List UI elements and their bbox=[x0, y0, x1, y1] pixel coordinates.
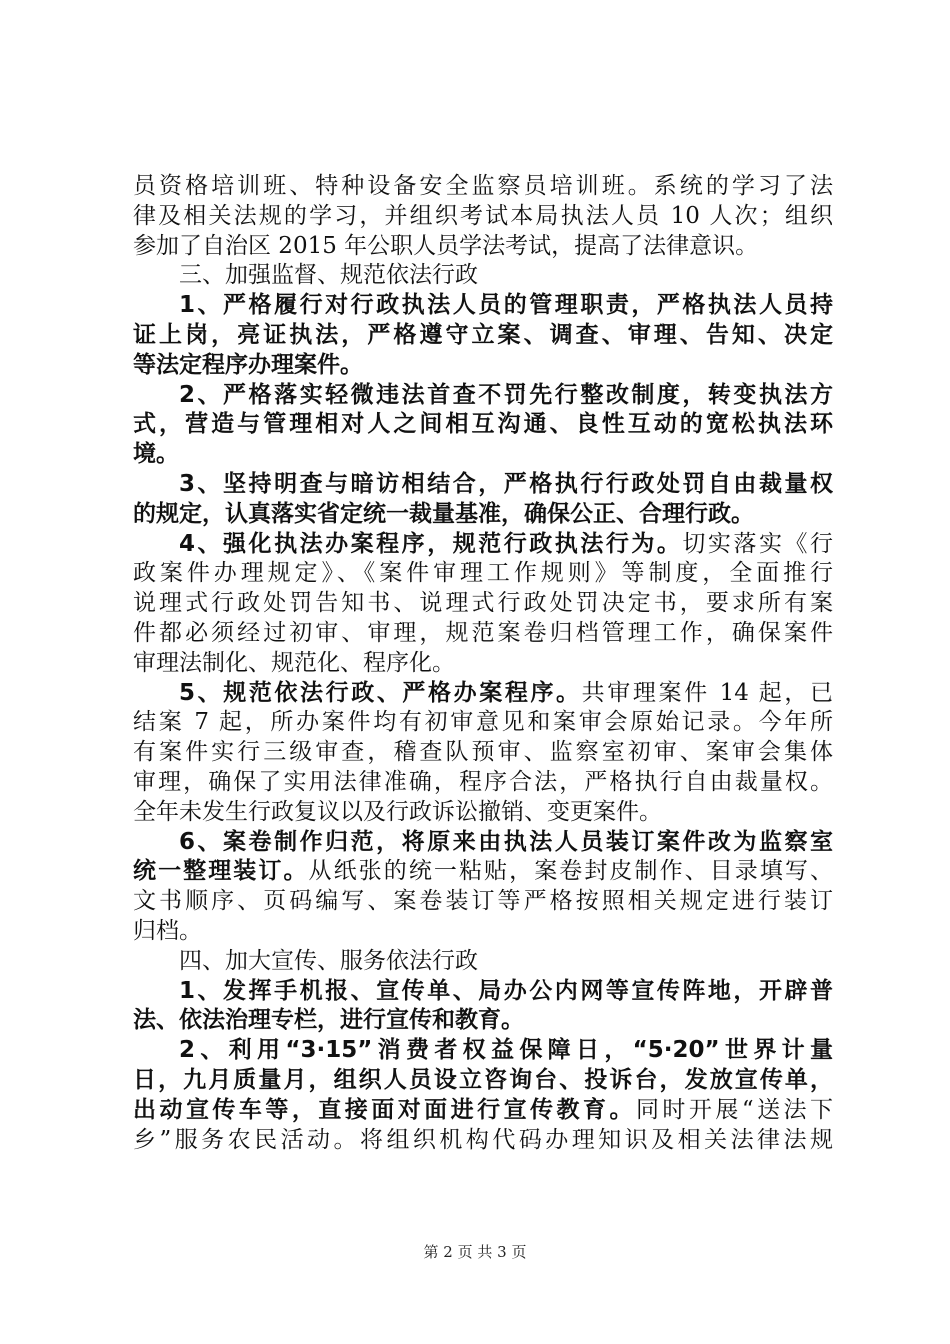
text-line bbox=[133, 232, 833, 262]
text-line bbox=[133, 321, 833, 351]
text-segment: 式，营造与管理相对人之间相互沟通、良性互动的宽松执法环 bbox=[133, 411, 833, 438]
text-line bbox=[133, 1066, 833, 1096]
text-segment: 3、坚持明查与暗访相结合，严格执行行政处罚自由裁量权 bbox=[179, 470, 833, 497]
text-line bbox=[133, 738, 833, 768]
text-segment: 1、严格履行对行政执法人员的管理职责，严格执法人员持 bbox=[179, 292, 833, 319]
text-line bbox=[133, 1126, 833, 1156]
text-line bbox=[133, 887, 833, 917]
text-segment: 境。 bbox=[133, 441, 179, 468]
text-segment: 4、强化执法办案程序，规范行政执法行为。 bbox=[179, 530, 683, 557]
text-line bbox=[133, 202, 833, 232]
text-line bbox=[133, 768, 833, 798]
text-segment: 全年未发生行政复议以及行政诉讼撤销、变更案件。 bbox=[133, 798, 662, 825]
text-line bbox=[133, 351, 833, 381]
text-segment: 6、案卷制作归范，将原来由执法人员装订案件改为监察室 bbox=[179, 828, 833, 855]
text-line bbox=[133, 917, 833, 947]
text-line bbox=[133, 559, 833, 589]
text-segment: 同时开展“送法下 bbox=[635, 1096, 834, 1123]
text-line bbox=[133, 470, 833, 500]
text-segment: 归档。 bbox=[133, 917, 202, 944]
text-line bbox=[133, 589, 833, 619]
text-segment: 审理，确保了实用法律准确，程序合法，严格执行自由裁量权。 bbox=[133, 768, 833, 795]
text-line bbox=[133, 291, 833, 321]
text-line bbox=[133, 977, 833, 1007]
text-line bbox=[133, 857, 833, 887]
text-line bbox=[133, 410, 833, 440]
text-segment: 有案件实行三级审查，稽查队预审、监察室初审、案审会集体 bbox=[133, 739, 833, 766]
text-segment: 等法定程序办理案件。 bbox=[133, 351, 363, 378]
text-segment: 说理式行政处罚告知书、说理式行政处罚决定书，要求所有案 bbox=[133, 590, 833, 617]
text-segment: 日，九月质量月，组织人员设立咨询台、投诉台，发放宣传单， bbox=[133, 1066, 833, 1093]
text-segment: 文书顺序、页码编写、案卷装订等严格按照相关规定进行装订 bbox=[133, 888, 833, 915]
text-line bbox=[133, 500, 833, 530]
text-line bbox=[133, 261, 833, 291]
text-line bbox=[133, 1036, 833, 1066]
text-segment: 统一整理装订。 bbox=[133, 858, 309, 885]
text-segment: 从纸张的统一粘贴，案卷封皮制作、目录填写、 bbox=[308, 858, 834, 885]
text-segment: 共审理案件 14 起，已 bbox=[581, 679, 833, 706]
text-line bbox=[133, 172, 833, 202]
text-segment: 政案件办理规定》、《案件审理工作规则》等制度，全面推行 bbox=[133, 560, 833, 587]
text-segment: 乡”服务农民活动。将组织机构代码办理知识及相关法律法规 bbox=[133, 1126, 833, 1153]
text-line bbox=[133, 381, 833, 411]
text-segment: 件都必须经过初审、审理，规范案卷归档管理工作，确保案件 bbox=[133, 619, 833, 646]
text-segment: 参加了自治区 2015 年公职人员学法考试，提高了法律意识。 bbox=[133, 232, 759, 259]
text-segment: 审理法制化、规范化、程序化。 bbox=[133, 649, 455, 676]
text-segment: 员资格培训班、特种设备安全监察员培训班。系统的学习了法 bbox=[133, 173, 833, 199]
text-line bbox=[133, 1006, 833, 1036]
page-footer: 第 2 页 共 3 页 bbox=[423, 1243, 527, 1261]
text-segment: 2、严格落实轻微违法首查不罚先行整改制度，转变执法方 bbox=[179, 381, 833, 408]
text-line bbox=[133, 828, 833, 858]
text-segment: 结案 7 起，所办案件均有初审意见和案审会原始记录。今年所 bbox=[133, 709, 833, 736]
text-segment: 证上岗，亮证执法，严格遵守立案、调查、审理、告知、决定 bbox=[133, 321, 833, 348]
text-line bbox=[133, 1096, 833, 1126]
text-line bbox=[133, 530, 833, 560]
text-line bbox=[133, 679, 833, 709]
text-line bbox=[133, 440, 833, 470]
text-segment: 1、发挥手机报、宣传单、局办公内网等宣传阵地，开辟普 bbox=[179, 977, 833, 1004]
text-segment: 2、利用“3·15”消费者权益保障日，“5·20”世界计量 bbox=[179, 1037, 833, 1064]
text-line bbox=[133, 798, 833, 828]
text-line bbox=[133, 947, 833, 977]
text-segment: 律及相关法规的学习，并组织考试本局执法人员 10 人次；组织 bbox=[133, 202, 833, 229]
text-segment: 切实落实《行 bbox=[682, 530, 834, 557]
text-segment: 出动宣传车等，直接面对面进行宣传教育。 bbox=[133, 1096, 636, 1123]
text-segment: 的规定，认真落实省定统一裁量基准，确保公正、合理行政。 bbox=[133, 500, 754, 527]
text-segment: 四、加大宣传、服务依法行政 bbox=[179, 947, 478, 974]
text-line bbox=[133, 619, 833, 649]
text-segment: 三、加强监督、规范依法行政 bbox=[179, 262, 478, 289]
body-text bbox=[133, 172, 833, 1155]
text-segment: 5、规范依法行政、严格办案程序。 bbox=[179, 679, 582, 706]
text-line bbox=[133, 649, 833, 679]
text-segment: 法、依法治理专栏，进行宣传和教育。 bbox=[133, 1007, 524, 1034]
text-line bbox=[133, 708, 833, 738]
